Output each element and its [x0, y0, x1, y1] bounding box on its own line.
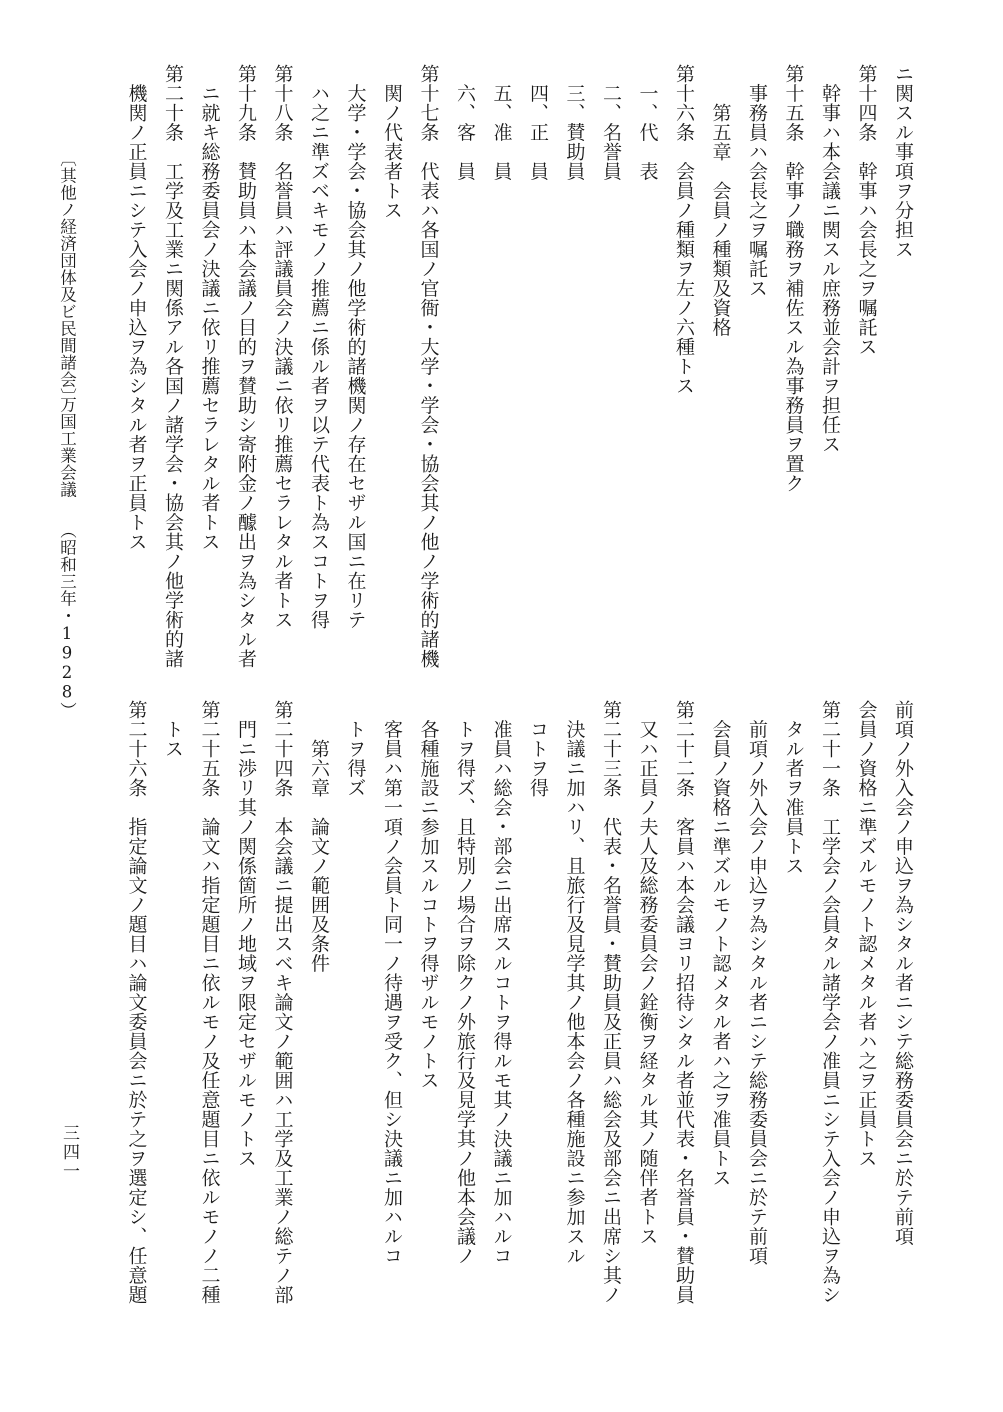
text-column: トヲ得ズ、且特別ノ場合ヲ除クノ外旅行及見学其ノ他本会議ノ	[454, 700, 476, 1266]
text-column: トヲ得ズ	[344, 700, 367, 798]
text-column: 五、准 員	[490, 64, 513, 181]
text-column: 四、正 員	[527, 64, 549, 181]
page-number: 三四一	[59, 1124, 79, 1181]
text-column: 第二十五条 論文ハ指定題目ニ依ルモノ及任意題目ニ依ルモノノ二種	[198, 700, 221, 1305]
text-column: 第十七条 代表ハ各国ノ官衙・大学・学会・協会其ノ他ノ学術的諸機	[417, 64, 440, 669]
text-column: 三、賛助員	[563, 64, 586, 181]
text-column: 第二十二条 客員ハ本会議ヨリ招待シタル者並代表・名誉員・賛助員	[673, 700, 695, 1305]
text-column: 第十九条 賛助員ハ本会議ノ目的ヲ賛助シ寄附金ノ醵出ヲ為シタル者	[235, 64, 257, 669]
footer-section: 〔其他ノ経済団体及ビ民間諸会〕	[57, 150, 77, 405]
text-column: 第十六条 会員ノ種類ヲ左ノ六種トス	[673, 64, 695, 396]
text-column: 第十八条 名誉員ハ評議員会ノ決議ニ依リ推薦セラレタル者トス	[271, 64, 294, 630]
text-column: ニ関スル事項ヲ分担ス	[892, 64, 914, 259]
text-column: 第二十四条 本会議ニ提出スベキ論文ノ範囲ハ工学及工業ノ総テノ部	[271, 700, 294, 1305]
footer-date: （昭和三年・1928）	[57, 522, 77, 719]
text-column: ニ就キ総務委員会ノ決議ニ依リ推薦セラレタル者トス	[198, 64, 221, 552]
text-column: 又ハ正員ノ夫人及総務委員会ノ銓衡ヲ経タル其ノ随伴者トス	[636, 700, 659, 1246]
footer-title: 万国工業会議	[57, 396, 77, 498]
text-column: 決議ニ加ハリ、且旅行及見学其ノ他本会ノ各種施設ニ参加スル	[563, 700, 586, 1266]
text-column: 門ニ渉リ其ノ関係箇所ノ地域ヲ限定セザルモノトス	[235, 700, 257, 1168]
text-column: 会員ノ資格ニ準ズルモノト認メタル者ハ之ヲ正員トス	[855, 700, 878, 1168]
text-column: 会員ノ資格ニ準ズルモノト認メタル者ハ之ヲ准員トス	[709, 700, 732, 1188]
text-column: 機関ノ正員ニシテ入会ノ申込ヲ為シタル者ヲ正員トス	[125, 64, 148, 552]
text-column: 第五章 会員ノ種類及資格	[709, 64, 732, 337]
text-column: 客員ハ第一項ノ会員ト同一ノ待遇ヲ受ク、但シ決議ニ加ハルコ	[381, 700, 403, 1266]
text-column: 第六章 論文ノ範囲及条件	[308, 700, 330, 973]
text-column: 二、名誉員	[600, 64, 622, 181]
text-column: 大学・学会・協会其ノ他学術的諸機関ノ存在セザル国ニ在リテ	[344, 64, 367, 630]
text-column: 各種施設ニ参加スルコトヲ得ザルモノトス	[417, 700, 440, 1090]
text-column: 第十四条 幹事ハ会長之ヲ嘱託ス	[855, 64, 878, 357]
text-column: 准員ハ総会・部会ニ出席スルコトヲ得ルモ其ノ決議ニ加ハルコ	[490, 700, 513, 1266]
text-column: トス	[162, 700, 184, 759]
text-column: 第二十条 工学及工業ニ関係アル各国ノ諸学会・協会其ノ他学術的諸	[162, 64, 184, 669]
text-column: 一、代 表	[636, 64, 659, 181]
text-column: 第二十三条 代表・名誉員・賛助員及正員ハ総会及部会ニ出席シ其ノ	[600, 700, 622, 1305]
text-column: コトヲ得	[527, 700, 549, 798]
text-column: 関ノ代表者トス	[381, 64, 403, 220]
text-column: 前項ノ外入会ノ申込ヲ為シタル者ニシテ総務委員会ニ於テ前項	[746, 700, 768, 1266]
text-column: 幹事ハ本会議ニ関スル庶務並会計ヲ担任ス	[819, 64, 841, 454]
text-column: 第十五条 幹事ノ職務ヲ補佐スル為事務員ヲ置ク	[782, 64, 805, 493]
text-column: 第二十一条 工学会ノ会員タル諸学会ノ准員ニシテ入会ノ申込ヲ為シ	[819, 700, 841, 1305]
text-column: 前項ノ外入会ノ申込ヲ為シタル者ニシテ総務委員会ニ於テ前項	[892, 700, 914, 1246]
text-column: タル者ヲ准員トス	[782, 700, 805, 876]
text-column: 事務員ハ会長之ヲ嘱託ス	[746, 64, 768, 298]
text-column: 六、客 員	[454, 64, 476, 181]
text-column: 第二十六条 指定論文ノ題目ハ論文委員会ニ於テ之ヲ選定シ、任意題	[125, 700, 148, 1305]
text-column: ハ之ニ準ズベキモノノ推薦ニ係ル者ヲ以テ代表ト為スコトヲ得	[308, 64, 330, 630]
